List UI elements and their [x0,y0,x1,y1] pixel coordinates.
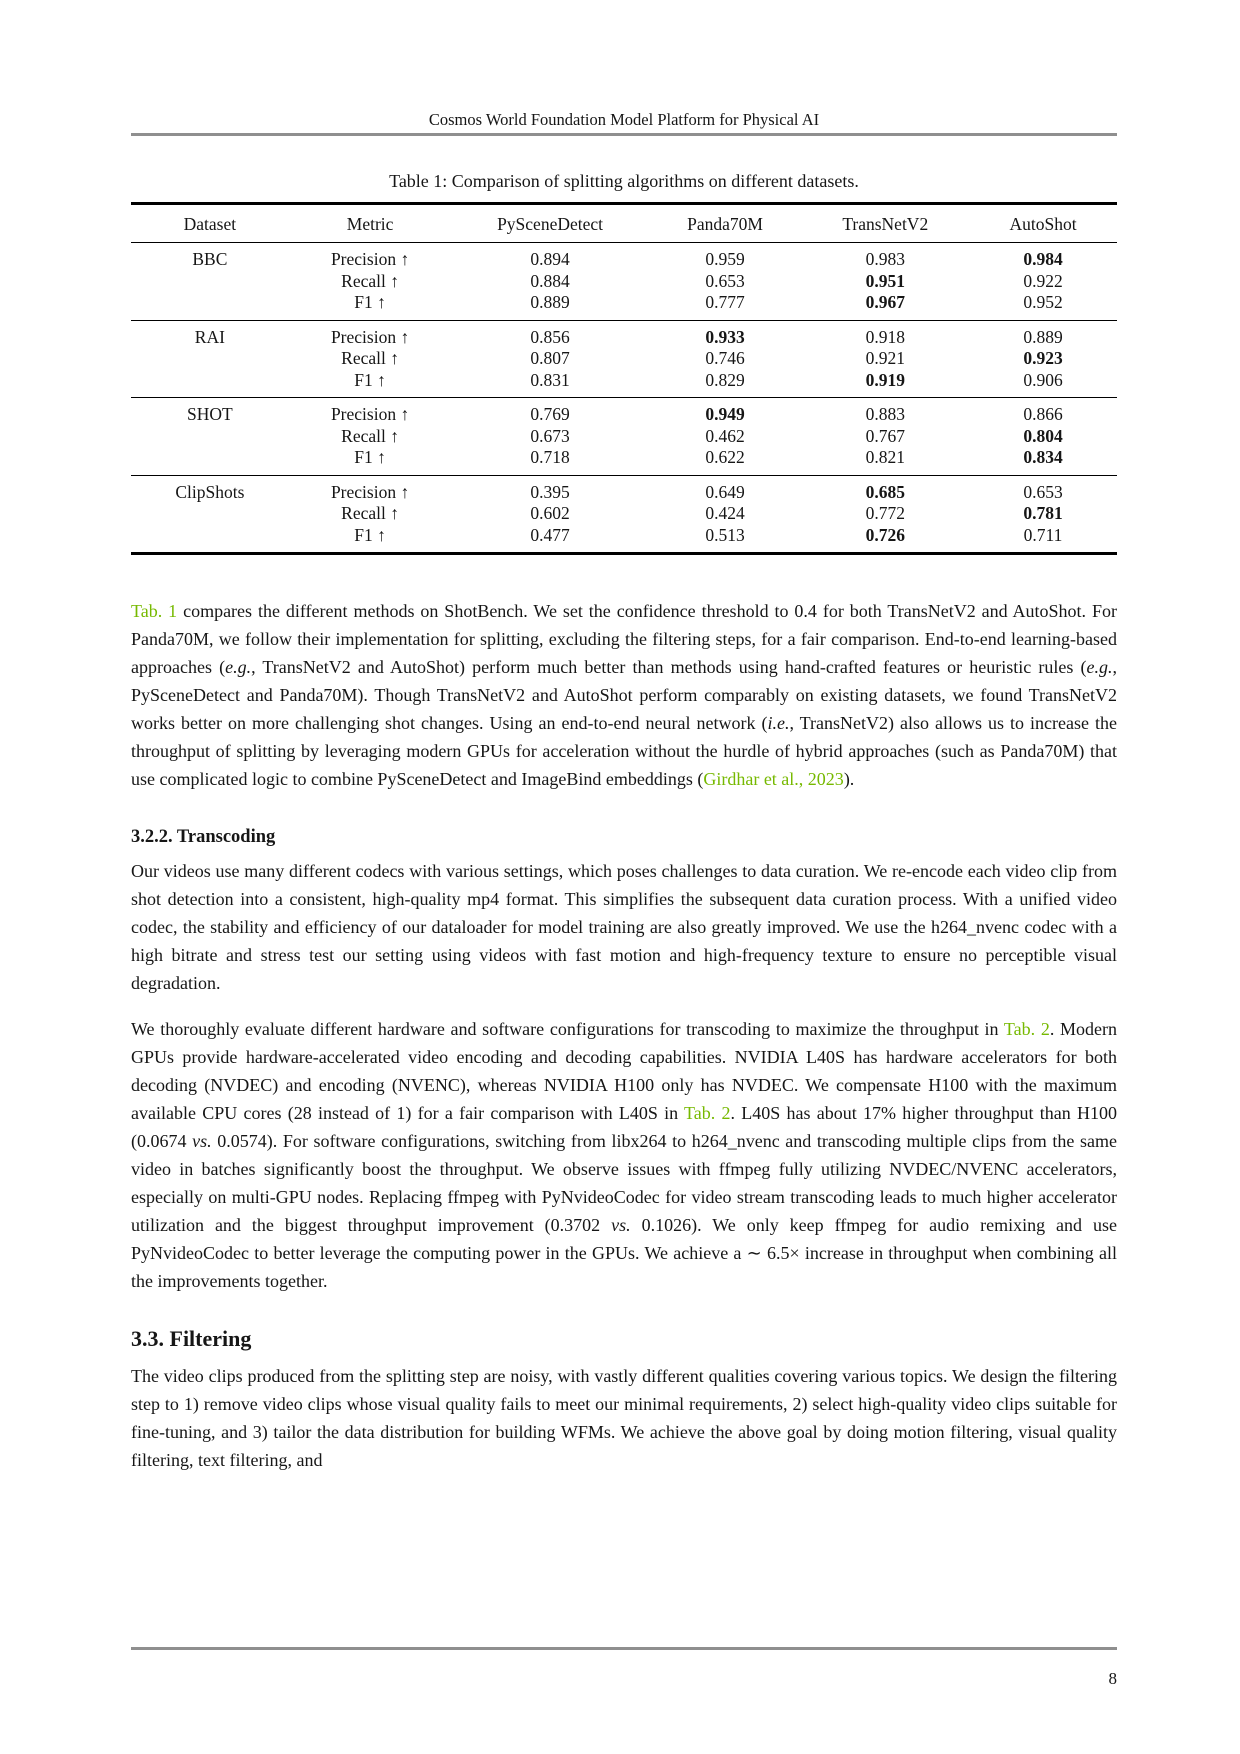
value-cell: 0.821 [865,447,905,467]
column-header-transnetv2: TransNetV2 [842,214,929,234]
emphasis-text: vs. [192,1131,212,1151]
value-cell: 0.673 [530,425,570,446]
table-row [131,320,1117,348]
value-cell: 0.653 [969,475,1117,503]
ref-link[interactable]: Girdhar et al., 2023 [703,769,844,789]
value-cell: 0.772 [865,503,905,523]
emphasis-text: e.g. [1086,657,1113,677]
page-number: 8 [1108,1669,1117,1688]
emphasis-text: e.g. [225,657,252,677]
table-row [131,525,1117,554]
value-cell: 0.777 [705,292,745,312]
table-row [131,271,1117,293]
metric-cell: Recall ↑ [341,348,399,368]
value-cell: 0.711 [1023,524,1063,545]
value-cell: 0.685 [801,475,969,503]
text-run: . Modern GPUs provide hardware-accelerated video encoding and decoding capabilities. NVIDIA L40S has hardware accelerators for both decoding (NVDEC) and encoding (NVENC), whereas NVIDIA H100 only has NVDEC. We compensate H100 with the maximum available CPU cores (28 instead of 1) for a fair comparison with L40S in [131,1019,1118,1123]
metric-cell: Recall ↑ [341,503,399,523]
dataset-cell: SHOT [131,398,289,426]
value-cell: 0.922 [1023,270,1063,291]
value-cell: 0.906 [1023,369,1063,390]
heading-filtering: 3.3. Filtering [131,1326,252,1351]
column-header-autoshot: AutoShot [1009,214,1077,234]
table-row [131,348,1117,370]
value-cell: 0.718 [530,447,570,467]
metric-cell: Recall ↑ [341,270,399,291]
value-cell: 0.831 [530,369,570,390]
value-cell: 0.866 [969,398,1117,426]
text-run: ). [843,769,855,789]
metric-cell: Precision ↑ [289,475,452,503]
table-row [131,475,1117,503]
value-cell: 0.951 [865,270,905,291]
value-cell: 0.746 [705,348,745,368]
ref-link[interactable]: Tab. 1 [131,601,178,621]
table-caption-text: Table 1: Comparison of splitting algorithms on different datasets. [389,171,859,191]
value-cell: 0.649 [649,475,802,503]
metric-cell: F1 ↑ [354,524,386,545]
value-cell: 0.883 [801,398,969,426]
value-cell: 0.967 [865,292,905,312]
value-cell: 0.395 [451,475,648,503]
paragraph-shotbench [131,597,1117,793]
value-cell: 0.769 [451,398,648,426]
text-run: We thoroughly evaluate different hardware and software configurations for transcoding to maximize the throughput in [131,1019,1004,1039]
dataset-cell: RAI [131,320,289,348]
text-run: , TransNetV2) also allows us to increase the throughput of splitting by leveraging modern GPUs for acceleration without the hurdle of hybrid approaches (such as Panda70M) that use complicated logic to combine PySceneDetect and ImageBind embeddings ( [131,713,1118,789]
dataset-cell [131,426,289,448]
table-header-row [131,204,1117,243]
ref-link[interactable]: Tab. 2 [684,1103,731,1123]
value-cell: 0.884 [530,270,570,291]
emphasis-text: vs. [611,1215,631,1235]
table-caption [131,169,1117,193]
value-cell: 0.513 [705,524,745,545]
value-cell: 0.856 [451,320,648,348]
value-cell: 0.918 [801,320,969,348]
emphasis-text: i.e. [767,713,790,733]
metric-cell: Precision ↑ [289,398,452,426]
dataset-cell [131,292,289,320]
metric-cell: F1 ↑ [354,292,386,312]
value-cell: 0.983 [801,243,969,271]
value-cell: 0.959 [649,243,802,271]
value-cell: 0.781 [1023,503,1063,523]
text-run: , PySceneDetect and Panda70M). Though TransNetV2 and AutoShot perform comparably on existing datasets, we found TransNetV2 works better on more challenging shot changes. Using an end-to-end neural network ( [131,657,1117,733]
dataset-cell: BBC [131,243,289,271]
value-cell: 0.602 [530,503,570,523]
table-row [131,426,1117,448]
footer-rule [131,1647,1117,1650]
dataset-cell [131,370,289,398]
value-cell: 0.807 [530,348,570,368]
value-cell: 0.829 [705,369,745,390]
metric-cell: F1 ↑ [354,447,386,467]
results-table [131,202,1117,555]
column-header-metric: Metric [346,214,394,234]
table-row [131,503,1117,525]
dataset-cell [131,348,289,370]
value-cell: 0.889 [969,320,1117,348]
paragraph-transcoding-1 [131,857,1117,997]
header-rule [131,133,1117,136]
value-cell: 0.622 [705,447,745,467]
value-cell: 0.477 [530,524,570,545]
column-header-dataset: Dataset [183,214,237,234]
metric-cell: Precision ↑ [289,243,452,271]
column-header-pyscenedetect: PySceneDetect [497,214,603,234]
text-run: The video clips produced from the splitting step are noisy, with vastly different qualities covering various topics. We design the filtering step to 1) remove video clips whose visual quality fails to meet our minimal requirements, 2) select high-quality video clips suitable for fine-tuning, and 3) tailor the data distribution for building WFMs. We achieve the above goal by doing motion filtering, visual quality filtering, text filtering, and [131,1366,1117,1470]
text-run: compares the different methods on ShotBench. We set the confidence threshold to 0.4 for both TransNetV2 and AutoShot. For Panda70M, we follow their implementation for splitting, excluding the filtering steps, for a fair comparison. End-to-end learning-based approaches ( [131,601,1117,677]
value-cell: 0.933 [649,320,802,348]
running-header-title: Cosmos World Foundation Model Platform for Physical AI [428,110,820,129]
value-cell: 0.949 [649,398,802,426]
table-body [131,243,1117,554]
value-cell: 0.984 [969,243,1117,271]
value-cell: 0.804 [1023,425,1063,446]
ref-link[interactable]: Tab. 2 [1003,1019,1050,1039]
running-header [131,110,1117,130]
value-cell: 0.767 [865,425,905,446]
value-cell: 0.424 [705,503,745,523]
heading-transcoding: 3.2.2. Transcoding [131,827,276,847]
value-cell: 0.919 [865,369,905,390]
table-row [131,292,1117,320]
text-run: Our videos use many different codecs with various settings, which poses challenges to data curation. We re-encode each video clip from shot detection into a consistent, high-quality mp4 format. This simplifies the subsequent data curation process. With a unified video codec, the stability and efficiency of our dataloader for model training are also greatly improved. We use the h264_nvenc codec with a high bitrate and stress test our setting using videos with fast motion and high-frequency texture to ensure no perceptible visual degradation. [131,861,1117,993]
paragraph-filtering [131,1362,1117,1474]
text-run: . L40S has about 17% higher throughput than H100 (0.0674 [131,1103,1117,1151]
value-cell: 0.923 [1023,348,1063,368]
table-row [131,398,1117,426]
value-cell: 0.894 [451,243,648,271]
dataset-cell: ClipShots [131,475,289,503]
paragraph-transcoding-2 [131,1015,1117,1295]
value-cell: 0.834 [1023,447,1063,467]
dataset-cell [131,503,289,525]
table-row [131,447,1117,475]
dataset-cell [131,525,289,554]
body-content [131,597,1117,1474]
metric-cell: Recall ↑ [341,425,399,446]
text-run: 0.1026). We only keep ffmpeg for audio remixing and use PyNvideoCodec to better leverage the computing power in the GPUs. We achieve a ∼ 6.5× increase in throughput when combining all the improvements together. [131,1215,1117,1291]
value-cell: 0.921 [865,348,905,368]
metric-cell: Precision ↑ [289,320,452,348]
table-row [131,243,1117,271]
text-run: , TransNetV2 and AutoShot) perform much better than methods using hand-crafted features or heuristic rules ( [251,657,1087,677]
value-cell: 0.653 [705,270,745,291]
value-cell: 0.462 [705,425,745,446]
metric-cell: F1 ↑ [354,369,386,390]
value-cell: 0.889 [530,292,570,312]
column-header-panda70m: Panda70M [687,214,763,234]
table-row [131,370,1117,398]
value-cell: 0.726 [865,524,905,545]
value-cell: 0.952 [1023,292,1063,312]
text-run: 0.0574). For software configurations, switching from libx264 to h264_nvenc and transcoding multiple clips from the same video in batches significantly boost the throughput. We observe issues with ffmpeg fully utilizing NVDEC/NVENC accelerators, especially on multi-GPU nodes. Replacing ffmpeg with PyNvideoCodec for video stream transcoding leads to much higher accelerator utilization and the biggest throughput improvement (0.3702 [131,1131,1117,1235]
dataset-cell [131,271,289,293]
dataset-cell [131,447,289,475]
